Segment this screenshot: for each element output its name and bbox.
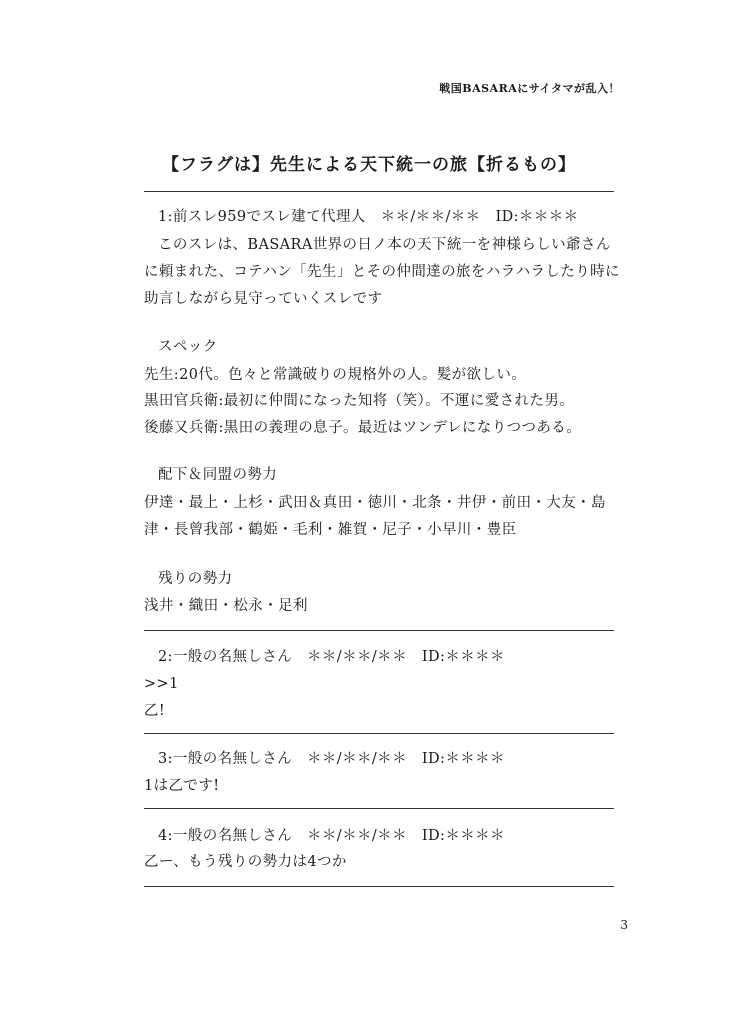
post-1-body-line: このスレは、BASARA世界の日ノ本の天下統一を神様らしい爺さん [158,237,611,253]
post-1-body-line: 助言しながら見守っていくスレです [144,291,383,307]
post-1-header: 1:前スレ959でスレ建て代理人 ＊＊/＊＊/＊＊ ID:＊＊＊＊ [158,209,579,225]
allies-line: 伊達・最上・上杉・武田＆真田・徳川・北条・井伊・前田・大友・島 [144,495,606,511]
post-2-body-line: >>1 [144,676,179,692]
divider [144,886,614,887]
divider [144,733,614,734]
allies-line: 津・長曾我部・鶴姫・毛利・雑賀・尼子・小早川・豊臣 [144,522,517,538]
divider [144,191,614,192]
remaining-line: 浅井・織田・松永・足利 [144,598,308,614]
divider [144,630,614,631]
thread-title: 【フラグは】先生による天下統一の旅【折るもの】 [162,155,576,175]
post-1-body-line: に頼まれた、コテハン「先生」とその仲間達の旅をハラハラしたり時に [144,264,620,280]
post-3-body-line: 1は乙です! [144,778,220,794]
post-4-header: 4:一般の名無しさん ＊＊/＊＊/＊＊ ID:＊＊＊＊ [158,828,505,844]
remaining-heading: 残りの勢力 [158,571,233,587]
book-header: 戦国BASARAにサイタマが乱入！ [439,82,620,95]
spec-heading: スペック [158,339,218,355]
page-number: 3 [620,918,628,932]
post-2-body-line: 乙! [144,703,166,719]
divider [144,808,614,809]
spec-line: 後藤又兵衛:黒田の義理の息子。最近はツンデレになりつつある。 [144,420,582,436]
post-3-header: 3:一般の名無しさん ＊＊/＊＊/＊＊ ID:＊＊＊＊ [158,751,505,767]
spec-line: 先生:20代。色々と常識破りの規格外の人。髪が欲しい。 [144,367,527,383]
post-2-header: 2:一般の名無しさん ＊＊/＊＊/＊＊ ID:＊＊＊＊ [158,649,505,665]
post-4-body-line: 乙ー、もう残りの勢力は4つか [144,854,347,870]
spec-line: 黒田官兵衛:最初に仲間になった知将（笑）。不運に愛された男。 [144,393,575,409]
allies-heading: 配下＆同盟の勢力 [158,467,278,483]
